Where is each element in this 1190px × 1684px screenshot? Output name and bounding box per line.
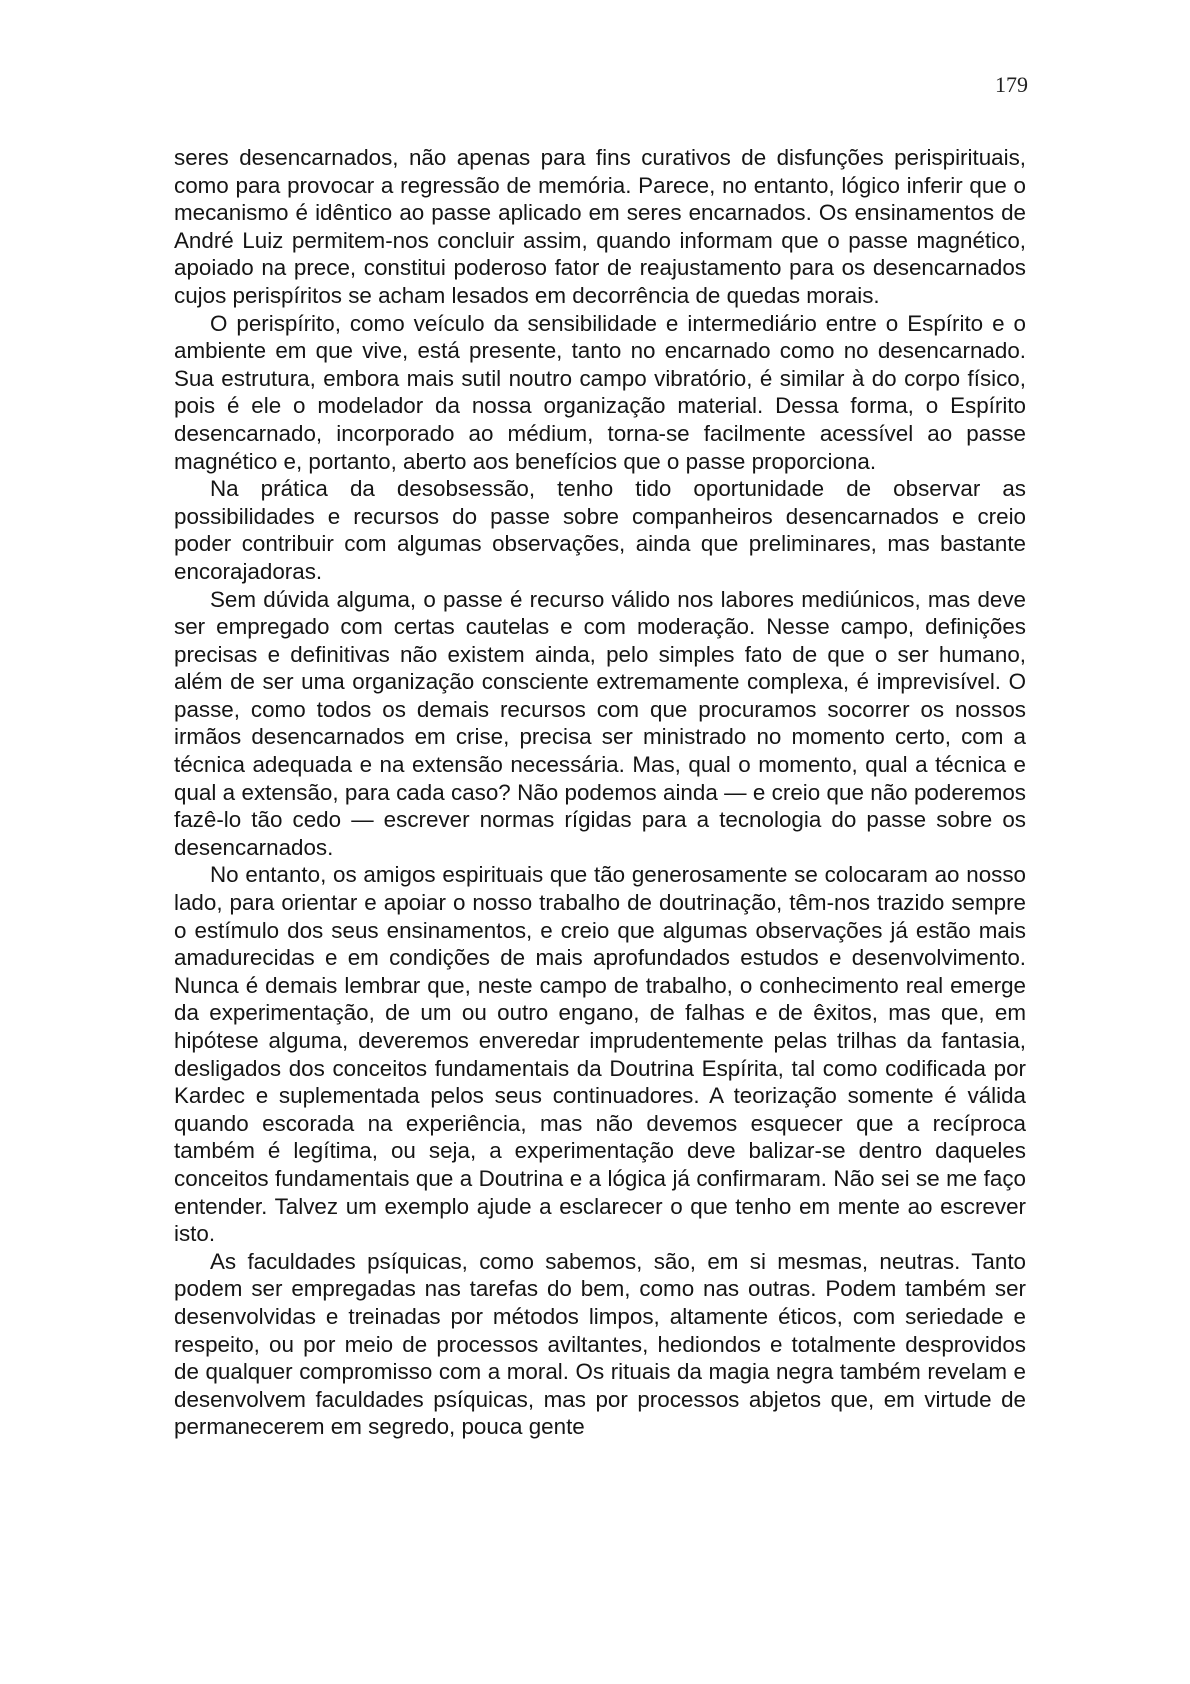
paragraph-5: No entanto, os amigos espirituais que tão generosamente se colocaram ao nosso lado, para orientar e apoiar o nosso trabalho de doutrinação, têm-nos trazido sempre o estímulo dos seus ensinamentos, e creio que algumas observações já estão mais amadurecidas e em condições de mais aprofundados estudos e desenvolvimento. Nunca é demais lembrar que, neste campo de trabalho, o conhecimento real emerge da experimentação, de um ou outro engano, de falhas e de êxitos, mas que, em hipótese alguma, deveremos enveredar imprudentemente pelas trilhas da fantasia, desligados dos conceitos fundamentais da Doutrina Espírita, tal como codificada por Kardec e suplementada pelos seus continuadores. A teorização somente é válida quando escorada na experiência, mas não devemos esquecer que a recíproca também é legítima, ou seja, a experimentação deve balizar-se dentro daqueles conceitos fundamentais que a Doutrina e a lógica já confirmaram. Não sei se me faço entender. Talvez um exemplo ajude a esclarecer o que tenho em mente ao escrever isto. bbox=[174, 862, 1026, 1247]
paragraph-3: Na prática da desobsessão, tenho tido oportunidade de observar as possibilidades e recursos do passe sobre companheiros desencarnados e creio poder contribuir com algumas observações, ainda que preliminares, mas bastante encorajadoras. bbox=[174, 476, 1026, 584]
paragraph-1: seres desencarnados, não apenas para fins curativos de disfunções perispirituais, como para provocar a regressão de memória. Parece, no entanto, lógico inferir que o mecanismo é idêntico ao passe aplicado em seres encarnados. Os ensinamentos de André Luiz permitem-nos concluir assim, quando informam que o passe magnético, apoiado na prece, constitui poderoso fator de reajustamento para os desencarnados cujos perispíritos se acham lesados em decorrência de quedas morais. bbox=[174, 145, 1026, 308]
page-number: 179 bbox=[995, 72, 1028, 97]
paragraph-6: As faculdades psíquicas, como sabemos, são, em si mesmas, neutras. Tanto podem ser empregadas nas tarefas do bem, como nas outras. Podem também ser desenvolvidas e treinadas por métodos limpos, altamente éticos, com seriedade e respeito, ou por meio de processos aviltantes, hediondos e totalmente desprovidos de qualquer compromisso com a moral. Os rituais da magia negra também revelam e desenvolvem faculdades psíquicas, mas por processos abjetos que, em virtude de permanecerem em segredo, pouca gente bbox=[174, 1248, 1026, 1440]
paragraph-4: Sem dúvida alguma, o passe é recurso válido nos labores mediúnicos, mas deve ser empregado com certas cautelas e com moderação. Nesse campo, definições precisas e definitivas não existem ainda, pelo simples fato de que o ser humano, além de ser uma organização consciente extremamente complexa, é imprevisível. O passe, como todos os demais recursos com que procuramos socorrer os nossos irmãos desencarnados em crise, precisa ser ministrado no momento certo, com a técnica adequada e na extensão necessária. Mas, qual o momento, qual a técnica e qual a extensão, para cada caso? Não podemos ainda — e creio que não poderemos fazê-lo tão cedo — escrever normas rígidas para a tecnologia do passe sobre os desencarnados. bbox=[174, 586, 1026, 860]
body-text bbox=[174, 144, 1026, 1441]
paragraph-2: O perispírito, como veículo da sensibilidade e intermediário entre o Espírito e o ambiente em que vive, está presente, tanto no encarnado como no desencarnado. Sua estrutura, embora mais sutil noutro campo vibratório, é similar à do corpo físico, pois é ele o modelador da nossa organização material. Dessa forma, o Espírito desencarnado, incorporado ao médium, torna-se facilmente acessível ao passe magnético e, portanto, aberto aos benefícios que o passe proporciona. bbox=[174, 310, 1026, 474]
